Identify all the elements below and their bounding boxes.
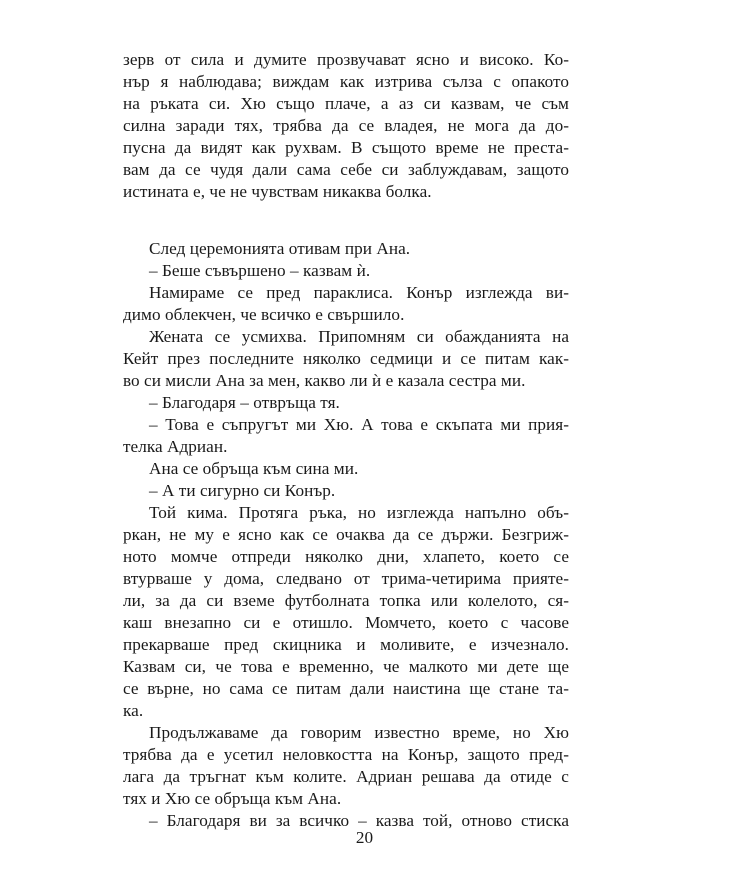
text-line: – Благодаря – отвръща тя. — [149, 393, 340, 412]
text-line: ркан, не му е ясно как се очаква да се държи. Безгриж- — [123, 525, 569, 544]
text-line: втурваше у дома, следвано от трима-четирима прияте- — [123, 569, 569, 588]
text-line: трябва да е усетил неловкостта на Конър, защото пред- — [123, 745, 569, 764]
text-line: во си мисли Ана за мен, какво ли ѝ е казала сестра ми. — [123, 371, 526, 390]
text-line: зерв от сила и думите прозвучават ясно и високо. Ко- — [123, 50, 569, 69]
text-line: След церемонията отивам при Ана. — [149, 239, 411, 258]
text-line: истината е, че не чувствам никаква болка. — [123, 182, 432, 201]
text-line: Казвам си, че това е временно, че малкото ми дете ще — [123, 657, 569, 676]
text-line: ното момче отпреди няколко дни, хлапето, което се — [123, 547, 569, 566]
scene-text — [123, 238, 569, 832]
text-line: – Беше съвършено – казвам ѝ. — [149, 261, 371, 280]
text-line: – Това е съпругът ми Хю. А това е скъпата ми прия- — [149, 415, 569, 434]
text-line: ка. — [123, 701, 144, 720]
text-line: Намираме се пред параклиса. Конър изглежда ви- — [149, 283, 569, 302]
text-line: телка Адриан. — [123, 437, 228, 456]
text-line: лага да тръгнат към колите. Адриан решава да отиде с — [123, 767, 569, 786]
paragraph-continuation — [123, 49, 569, 203]
text-line: – Благодаря ви за всичко – казва той, отново стиска — [149, 811, 569, 830]
text-line: на ръката си. Хю също плаче, а аз си казвам, че съм — [123, 94, 569, 113]
text-line: каш внезапно си е отишло. Момчето, което с часове — [123, 613, 569, 632]
text-line: Жената се усмихва. Припомням си обажданията на — [149, 327, 569, 346]
text-line: вам да се чудя дали сама себе си заблуждавам, защото — [123, 160, 569, 179]
text-line: Кейт през последните няколко седмици и се питам как- — [123, 349, 569, 368]
text-line: Той кима. Протяга ръка, но изглежда напълно объ- — [149, 503, 569, 522]
text-line: се върне, но сама се питам дали наистина ще стане та- — [123, 679, 569, 698]
text-line: тях и Хю се обръща към Ана. — [123, 789, 342, 808]
text-line: нър я наблюдава; виждам как изтрива сълза с опакото — [123, 72, 569, 91]
text-line: димо облекчен, че всичко е свършило. — [123, 305, 405, 324]
text-line: Ана се обръща към сина ми. — [149, 459, 359, 478]
text-line: ли, за да си вземе футболната топка или колелото, ся- — [123, 591, 569, 610]
text-line: пусна да видят как рухвам. В същото време не преста- — [123, 138, 569, 157]
text-line: прекарваше пред скицника и моливите, е изчезнало. — [123, 635, 569, 654]
text-line: – А ти сигурно си Конър. — [149, 481, 336, 500]
page-number: 20 — [355, 828, 374, 847]
text-line: силна заради тях, трябва да се владея, не мога да до- — [123, 116, 569, 135]
text-line: Продължаваме да говорим известно време, но Хю — [149, 723, 569, 742]
